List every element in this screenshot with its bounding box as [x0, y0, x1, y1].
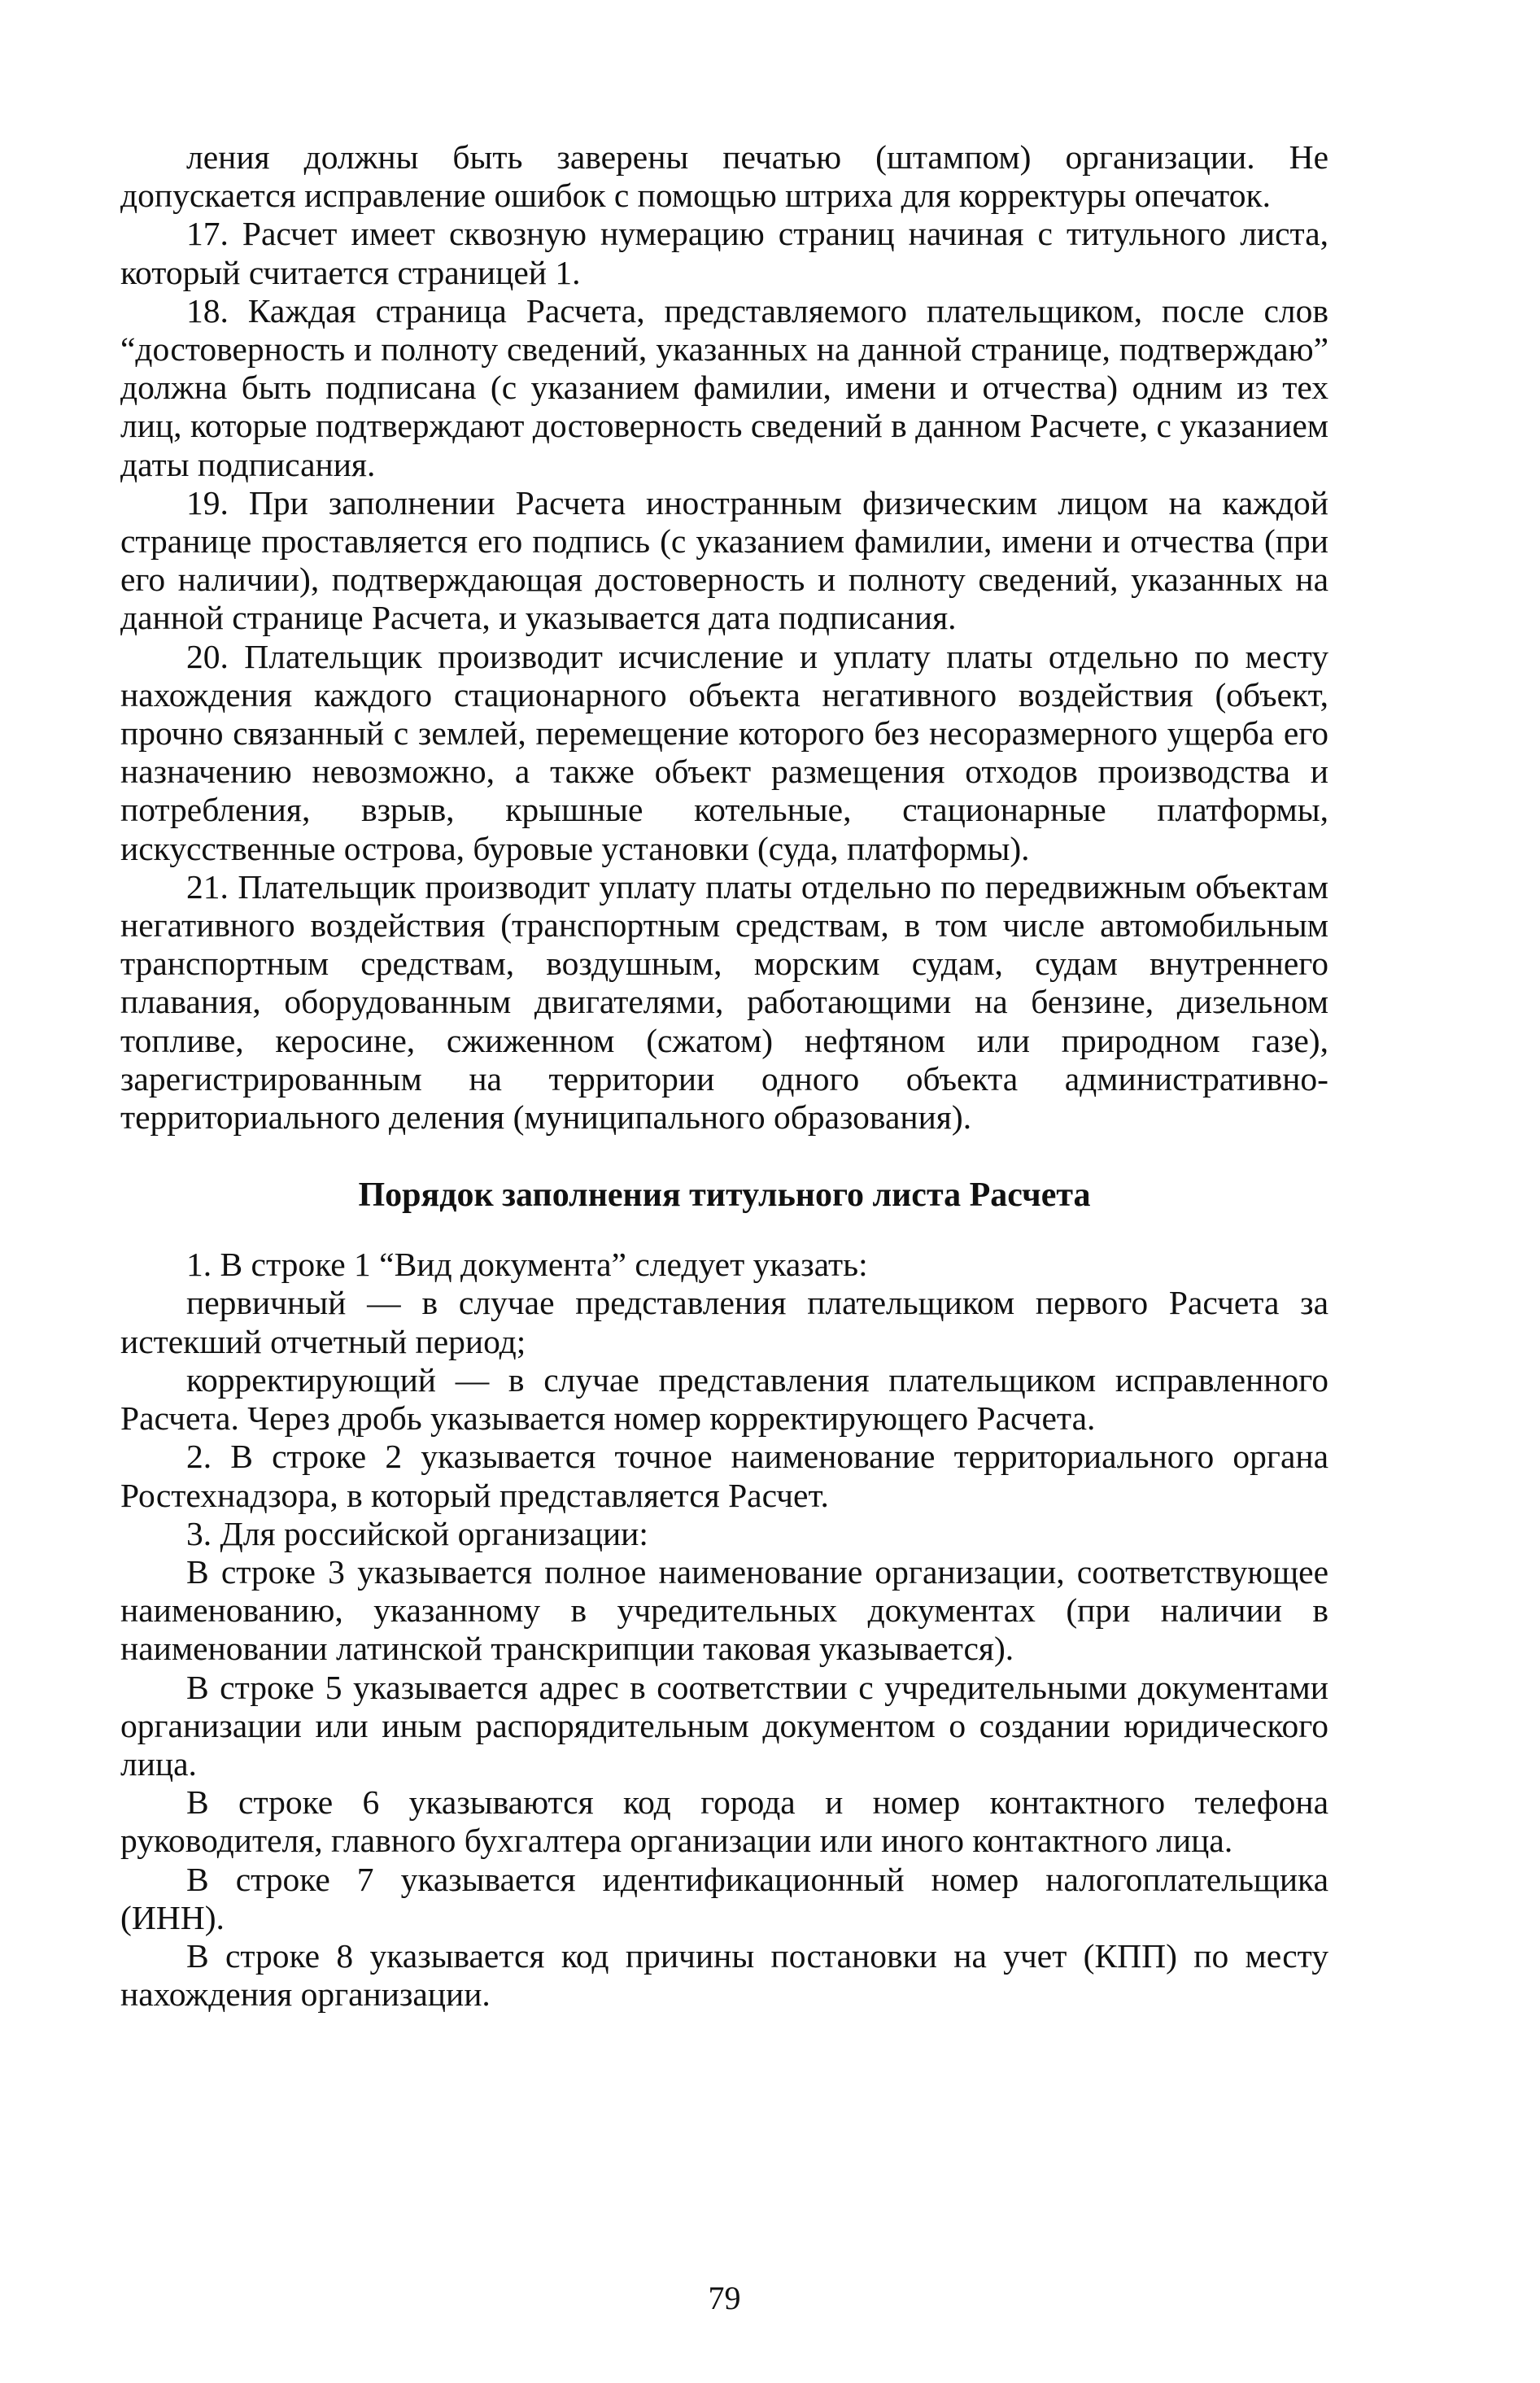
line-5-address: В строке 5 указывается адрес в соответствии с учредительными документами организации или иным распорядительным документом о создании юридического лица.: [120, 1668, 1328, 1783]
paragraph-21: 21. Плательщик производит уплату платы отдельно по передвижным объектам негативного воздействия (транспортным средствам, в том числе автомобильным транспортным средствам, воздушным, морским судам, судам внутреннего плавания, оборудованным двигателями, работающими на бензине, дизельном топливе, керосине, сжиженном (сжатом) нефтяном или природном газе), зарегистрированным на территории одного объекта административно-территориального деления (муниципального образования).: [120, 867, 1328, 1137]
paragraph-18: 18. Каждая страница Расчета, представляемого плательщиком, после слов “достоверность и полноту сведений, указанных на данной странице, подтверждаю” должна быть подписана (с указанием фамилии, имени и отчества) одним из тех лиц, которые подтверждают достоверность сведений в данном Расчете, с указанием даты подписания.: [120, 291, 1328, 483]
paragraph-20: 20. Плательщик производит исчисление и уплату платы отдельно по месту нахождения каждого стационарного объекта негативного воздействия (объект, прочно связанный с землей, перемещение которого без несоразмерного ущерба его назначению невозможно, а также объект размещения отходов производства и потребления, взрыв, крышные котельные, стационарные платформы, искусственные острова, буровые установки (суда, платформы).: [120, 637, 1328, 867]
paragraph-17: 17. Расчет имеет сквозную нумерацию страниц начиная с титульного листа, который считается страницей 1.: [120, 215, 1328, 291]
item-corrective: корректирующий — в случае представления плательщиком исправленного Расчета. Через дробь указывается номер корректирующего Расчета.: [120, 1360, 1328, 1438]
line-3-organization-name: В строке 3 указывается полное наименование организации, соответствующее наименованию, указанному в учредительных документах (при наличии в наименовании латинской транскрипции таковая указывается).: [120, 1552, 1328, 1668]
paragraph-19: 19. При заполнении Расчета иностранным физическим лицом на каждой странице проставляется его подпись (с указанием фамилии, имени и отчества (при его наличии), подтверждающая достоверность и полноту сведений, указанных на данной странице Расчета, и указывается дата подписания.: [120, 483, 1328, 637]
line-8-kpp: В строке 8 указывается код причины постановки на учет (КПП) по месту нахождения организации.: [120, 1936, 1328, 2014]
page-number: 79: [708, 2280, 741, 2316]
paragraph-continuation: ления должны быть заверены печатью (штампом) организации. Не допускается исправление ошибок с помощью штриха для корректуры опечаток.: [120, 138, 1328, 215]
document-page: [120, 138, 1328, 2319]
item-3-russian-organization: 3. Для российской организации:: [186, 1514, 648, 1552]
section-heading: Порядок заполнения титульного листа Расчета: [358, 1176, 1091, 1215]
line-6-phone: В строке 6 указываются код города и номер контактного телефона руководителя, главного бухгалтера организации или иного контактного лица.: [120, 1783, 1328, 1860]
item-1-document-type: 1. В строке 1 “Вид документа” следует указать:: [186, 1246, 868, 1284]
line-7-inn: В строке 7 указывается идентификационный номер налогоплательщика (ИНН).: [120, 1860, 1328, 1936]
item-2-territorial-body: 2. В строке 2 указывается точное наименование территориального органа Ростехнадзора, в который представляется Расчет.: [120, 1438, 1328, 1514]
item-primary: первичный — в случае представления плательщиком первого Расчета за истекший отчетный период;: [120, 1284, 1328, 1360]
